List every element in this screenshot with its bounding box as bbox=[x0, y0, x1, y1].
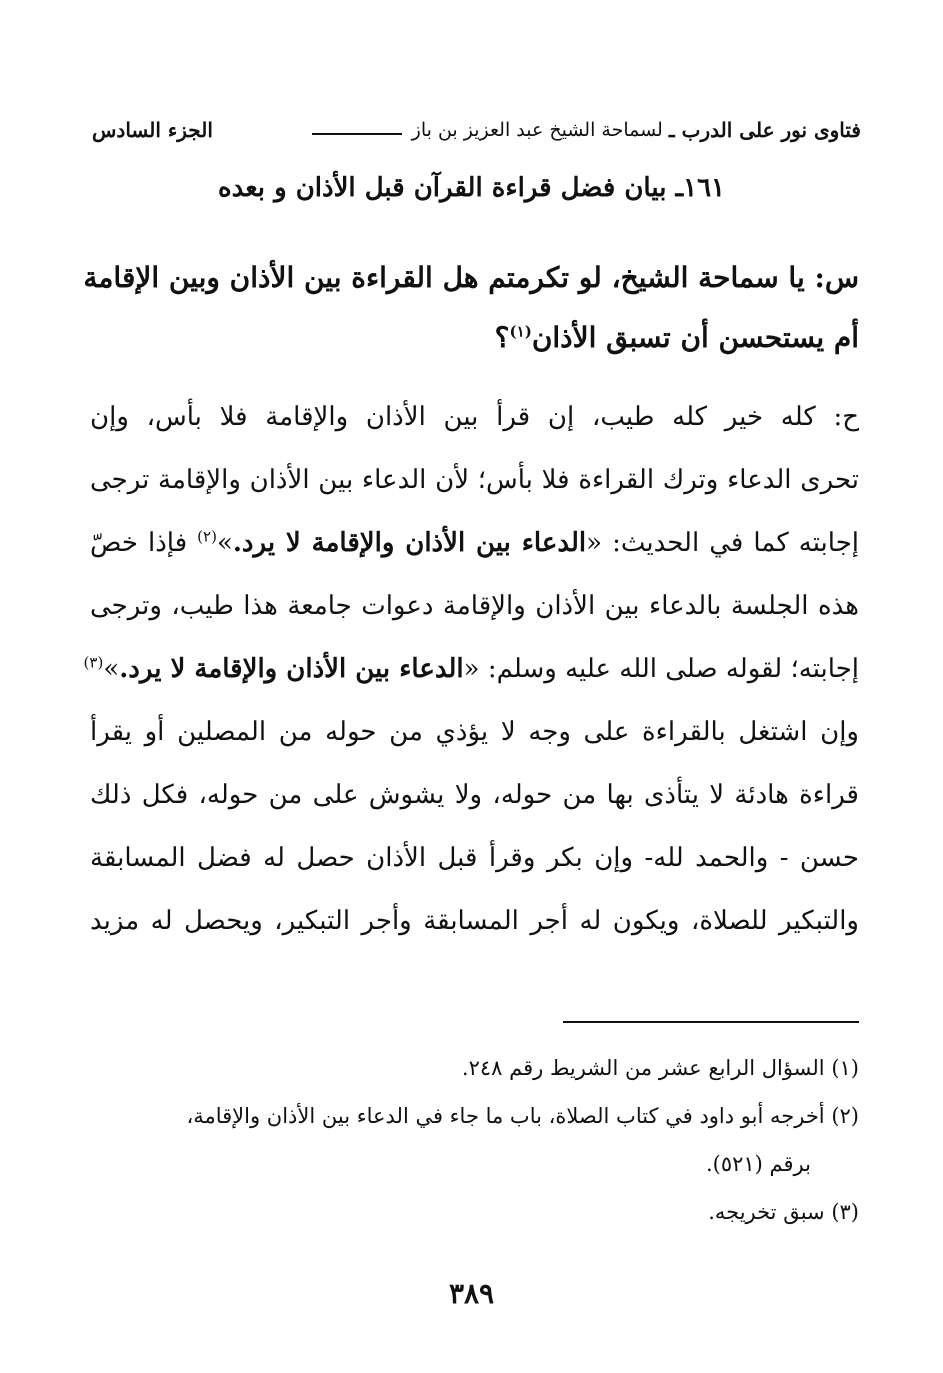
quote-close-1: » bbox=[216, 528, 233, 558]
hadith-quote-1: الدعاء بين الأذان والإقامة لا يرد. bbox=[232, 528, 587, 558]
answer-line-5-start: إجابته؛ لقوله صلى الله عليه وسلم: « bbox=[463, 654, 859, 684]
answer-line-3-start: إجابته كما في الحديث: « bbox=[586, 528, 859, 558]
footnote-separator bbox=[563, 1021, 859, 1023]
footnote-ref-1: (١) bbox=[509, 322, 532, 341]
footnote-ref-2: (٢) bbox=[197, 527, 217, 546]
footnote-ref-3: (٣) bbox=[83, 653, 104, 672]
question-block bbox=[83, 248, 859, 368]
question-line-2-text: أم يستحسن أن تسبق الأذان bbox=[531, 321, 859, 354]
quote-close-2: » bbox=[103, 654, 120, 684]
answer-line-9: والتبكير للصلاة، ويكون له أجر المسابقة وأجر التبكير، ويحصل له مزيد bbox=[90, 906, 859, 936]
footnote-2: (٢) أخرجه أبو داود في كتاب الصلاة، باب ما جاء في الدعاء بين الأذان والإقامة، bbox=[186, 1104, 859, 1128]
answer-line-2: تحرى الدعاء وترك القراءة فلا بأس؛ لأن الدعاء بين الأذان والإقامة ترجى bbox=[90, 465, 859, 495]
question-line-1: س: يا سماحة الشيخ، لو تكرمتم هل القراءة بين الأذان وبين الإقامة bbox=[83, 261, 859, 294]
answer-line-8: حسن - والحمد لله- وإن بكر وقرأ قبل الأذان حصل له فضل المسابقة bbox=[90, 843, 859, 873]
footnote-1: (١) السؤال الرابع عشر من الشريط رقم ٢٤٨. bbox=[461, 1056, 859, 1080]
running-header bbox=[92, 112, 861, 148]
footnote-3: (٣) سبق تخريجه. bbox=[708, 1200, 859, 1224]
answer-line-3 bbox=[90, 512, 859, 575]
book-title: فتاوى نور على الدرب ـ bbox=[668, 118, 861, 142]
answer-line-1: ح: كله خير كله طيب، إن قرأ بين الأذان والإقامة فلا بأس، وإن bbox=[90, 402, 859, 432]
question-line-2 bbox=[90, 308, 859, 368]
page-number: ٣٨٩ bbox=[448, 1277, 495, 1310]
running-header-left-part bbox=[308, 118, 861, 142]
footnote-2-continued: برقم (٥٢١). bbox=[705, 1152, 811, 1176]
question-mark: ؟ bbox=[494, 321, 510, 354]
header-rule bbox=[312, 133, 402, 135]
fatwa-title: ١٦١ـ بيان فضل قراءة القرآن قبل الأذان و بعده bbox=[217, 173, 726, 203]
part-label: الجزء السادس bbox=[92, 118, 213, 142]
answer-line-6: وإن اشتغل بالقراءة على وجه لا يؤذي من حوله من المصلين أو يقرأ bbox=[90, 717, 859, 747]
answer-line-3-end: فإذا خصّ bbox=[90, 528, 198, 558]
answer-line-4: هذه الجلسة بالدعاء بين الأذان والإقامة دعوات جامعة هذا طيب، وترجى bbox=[90, 591, 859, 621]
hadith-quote-2: الدعاء بين الأذان والإقامة لا يرد. bbox=[119, 654, 464, 684]
answer-line-7: قراءة هادئة لا يتأذى بها من حوله، ولا يشوش على من حوله، فكل ذلك bbox=[90, 780, 859, 810]
footnotes bbox=[90, 1044, 859, 1236]
author-name: لسماحة الشيخ عبد العزيز بن باز bbox=[411, 119, 663, 141]
answer-block bbox=[83, 386, 859, 953]
answer-line-5 bbox=[83, 638, 859, 701]
